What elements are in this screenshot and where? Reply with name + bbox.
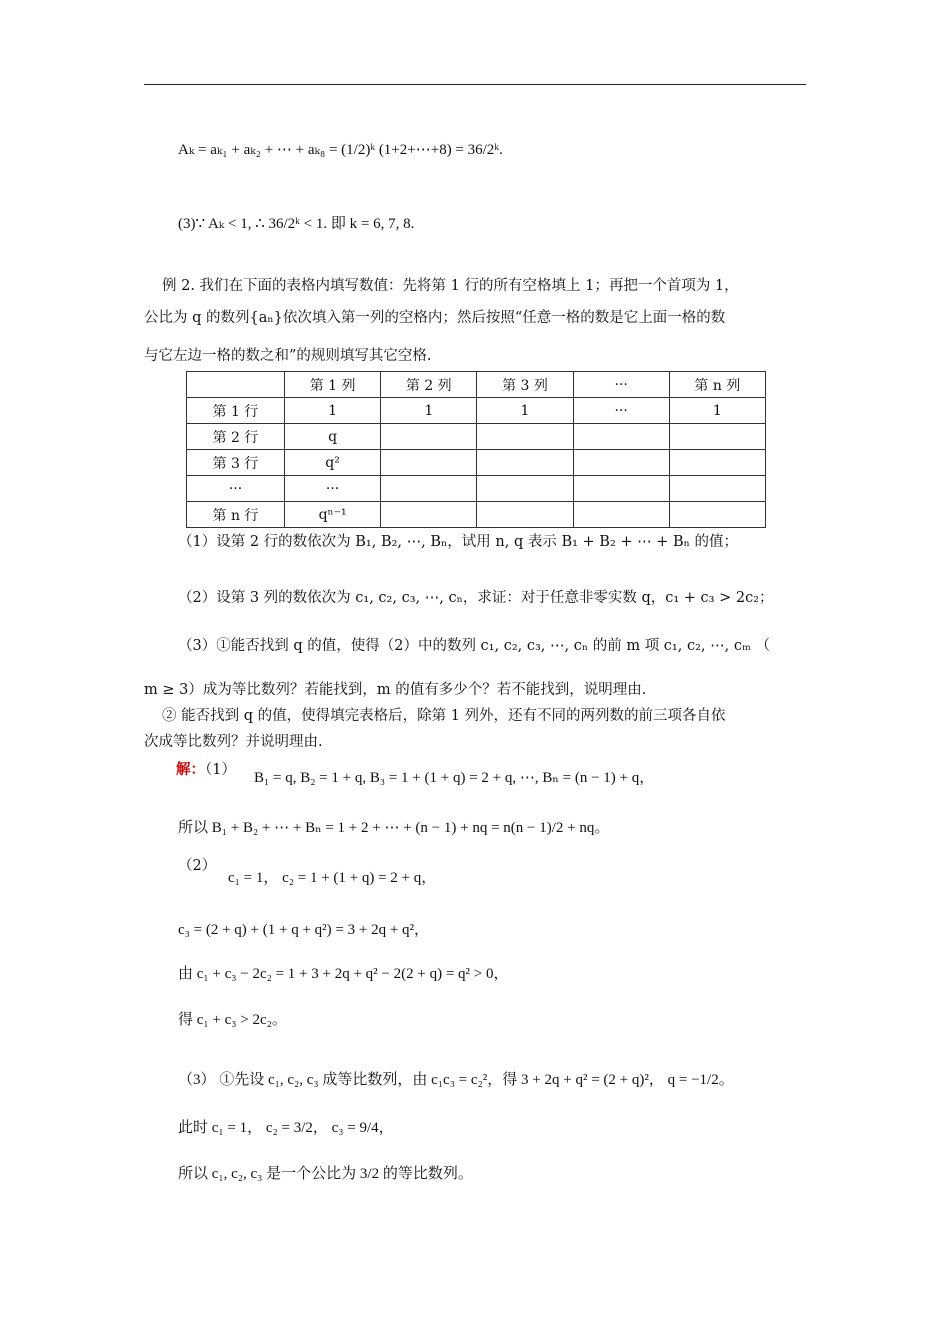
table-cell: 第 1 行 bbox=[187, 398, 285, 424]
solution-part-1-number: （1） bbox=[205, 762, 236, 778]
question-3-part-c: ② 能否找到 q 的值，使得填完表格后，除第 1 列外，还有不同的两列数的前三项各自依 bbox=[162, 708, 726, 724]
solution-label: 解： bbox=[176, 761, 205, 778]
question-3-part-d: 次成等比数列？并说明理由. bbox=[144, 734, 323, 750]
solution-2-line-c: 由 c₁ + c₃ − 2c₂ = 1 + 3 + 2q + q² − 2(2 + q) = q² > 0， bbox=[178, 966, 509, 982]
question-1: （1）设第 2 行的数依次为 B₁, B₂, ⋯, Bₙ，试用 n, q 表示 B₁ + B₂ + ⋯ + Bₙ 的值； bbox=[178, 534, 739, 550]
solution-1-line: B₁ = q, B₂ = 1 + q, B₃ = 1 + (1 + q) = 2 + q, ⋯, Bₙ = (n − 1) + q， bbox=[254, 770, 655, 786]
solution-head-1 bbox=[176, 760, 236, 780]
table-cell: 第 n 行 bbox=[187, 502, 285, 528]
table-cell bbox=[381, 424, 477, 450]
table-cell bbox=[669, 424, 765, 450]
table-cell: q² bbox=[285, 450, 381, 476]
table-header-cell: 第 3 列 bbox=[477, 372, 573, 398]
table-cell bbox=[381, 476, 477, 502]
formula-ak: Aₖ = aₖ₁ + aₖ₂ + ⋯ + aₖ₈ = (1/2)ᵏ (1+2+⋯+8) = 36/2ᵏ. bbox=[178, 142, 503, 158]
table-cell bbox=[381, 450, 477, 476]
table-header-cell: ··· bbox=[573, 372, 669, 398]
table-cell bbox=[381, 502, 477, 528]
table-cell bbox=[477, 424, 573, 450]
table-cell: ··· bbox=[573, 398, 669, 424]
table-cell bbox=[573, 450, 669, 476]
table-cell bbox=[573, 424, 669, 450]
solution-part-2-number: （2） bbox=[178, 858, 217, 874]
table-cell: q bbox=[285, 424, 381, 450]
solution-2-line-d: 得 c₁ + c₃ > 2c₂。 bbox=[178, 1012, 287, 1028]
table-header-cell: 第 2 列 bbox=[381, 372, 477, 398]
table-cell: 1 bbox=[381, 398, 477, 424]
table-cell bbox=[573, 502, 669, 528]
table-row bbox=[187, 424, 766, 450]
solution-1-sum: 所以 B₁ + B₂ + ⋯ + Bₙ = 1 + 2 + ⋯ + (n − 1) + nq = n(n − 1)/2 + nq。 bbox=[178, 820, 610, 836]
question-3-part-a: （3）①能否找到 q 的值，使得（2）中的数列 c₁, c₂, c₃, ⋯, cₙ 的前 m 项 c₁, c₂, ⋯, cₘ （ bbox=[178, 638, 770, 654]
table-row bbox=[187, 450, 766, 476]
solution-2-line-b: c₃ = (2 + q) + (1 + q + q²) = 3 + 2q + q²， bbox=[178, 922, 430, 938]
table-cell: 1 bbox=[285, 398, 381, 424]
solution-3-line-b: 此时 c₁ = 1， c₂ = 3/2， c₃ = 9/4， bbox=[178, 1120, 394, 1136]
question-3-part-b: m ≥ 3）成为等比数列？若能找到，m 的值有多少个？若不能找到，说明理由. bbox=[144, 682, 647, 698]
table-row bbox=[187, 502, 766, 528]
table-header-cell: 第 n 列 bbox=[669, 372, 765, 398]
table-cell: qⁿ⁻¹ bbox=[285, 502, 381, 528]
example-line-3: 与它左边一格的数之和”的规则填写其它空格. bbox=[144, 348, 432, 364]
table-row bbox=[187, 476, 766, 502]
header-rule bbox=[144, 84, 806, 85]
table-cell bbox=[669, 450, 765, 476]
table-cell bbox=[477, 450, 573, 476]
table-row bbox=[187, 398, 766, 424]
solution-2-line-a: c₁ = 1， c₂ = 1 + (1 + q) = 2 + q， bbox=[228, 870, 437, 886]
table-header-cell: 第 1 列 bbox=[285, 372, 381, 398]
question-2: （2）设第 3 列的数依次为 c₁, c₂, c₃, ⋯, cₙ，求证：对于任意非零实数 q，c₁ + c₃ > 2c₂； bbox=[178, 590, 774, 606]
table-cell: 1 bbox=[669, 398, 765, 424]
table-cell bbox=[477, 476, 573, 502]
part3-answer: (3)∵ Aₖ < 1, ∴ 36/2ᵏ < 1. 即 k = 6, 7, 8. bbox=[178, 216, 415, 232]
solution-3-line-a: （3） ①先设 c₁, c₂, c₃ 成等比数列，由 c₁c₃ = c₂²，得 3 + 2q + q² = (2 + q)²， q = −1/2。 bbox=[178, 1072, 734, 1088]
table-header-row bbox=[187, 372, 766, 398]
table-cell bbox=[669, 476, 765, 502]
table-cell: 第 2 行 bbox=[187, 424, 285, 450]
table-cell bbox=[573, 476, 669, 502]
table-cell bbox=[477, 502, 573, 528]
table-cell: 第 3 行 bbox=[187, 450, 285, 476]
table-cell: ··· bbox=[285, 476, 381, 502]
example-line-1: 例 2. 我们在下面的表格内填写数值：先将第 1 行的所有空格填上 1；再把一个首项为 1， bbox=[162, 278, 739, 294]
example-line-2: 公比为 q 的数列{aₙ}依次填入第一列的空格内；然后按照“任意一格的数是它上面一格的数 bbox=[144, 310, 726, 326]
table-cell: ··· bbox=[187, 476, 285, 502]
table-header-cell bbox=[187, 372, 285, 398]
table-cell: 1 bbox=[477, 398, 573, 424]
solution-3-line-c: 所以 c₁, c₂, c₃ 是一个公比为 3/2 的等比数列。 bbox=[178, 1166, 473, 1182]
table-cell bbox=[669, 502, 765, 528]
number-table bbox=[186, 371, 766, 528]
